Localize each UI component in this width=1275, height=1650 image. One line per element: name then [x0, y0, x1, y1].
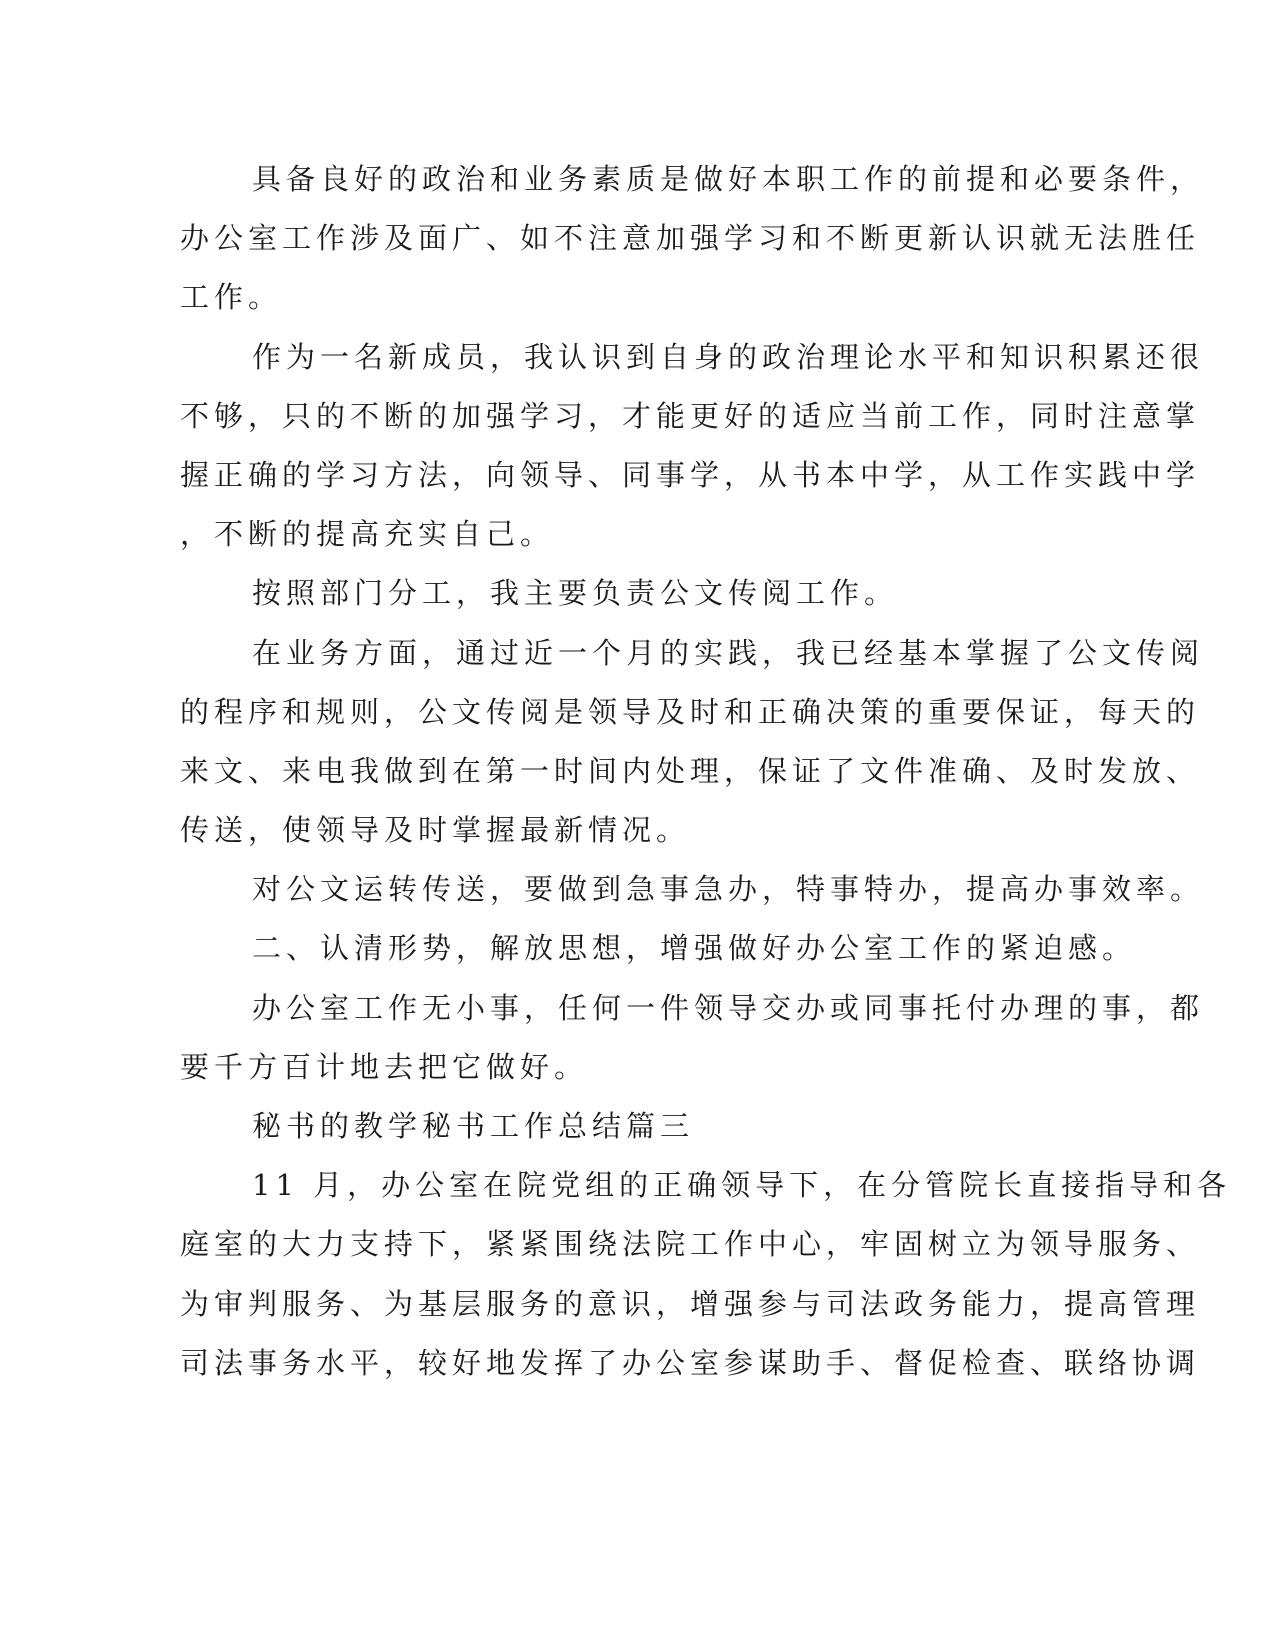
text-line: 11 月，办公室在院党组的正确领导下，在分管院长直接指导和各 [252, 1168, 1232, 1203]
text-line: 具备良好的政治和业务素质是做好本职工作的前提和必要条件， [252, 162, 1205, 196]
text-line: 二、认清形势，解放思想，增强做好办公室工作的紧迫感。 [252, 931, 1137, 966]
text-line: 办公室工作无小事，任何一件领导交办或同事托付办理的事，都 [252, 990, 1205, 1025]
text-line: 作为一名新成员，我认识到自身的政治理论水平和知识积累还很 [252, 339, 1205, 374]
text-line: 对公文运转传送，要做到急事急办，特事特办，提高办事效率。 [252, 872, 1205, 907]
text-line: 在业务方面，通过近一个月的实践，我已经基本掌握了公文传阅 [252, 635, 1205, 670]
text-line: 办公室工作涉及面广、如不注意加强学习和不断更新认识就无法胜任 [180, 221, 1201, 256]
text-line: 为审判服务、为基层服务的意识，增强参与司法政务能力，提高管理 [180, 1286, 1201, 1321]
text-line: 司法事务水平，较好地发挥了办公室参谋助手、督促检查、联络协调 [180, 1345, 1201, 1380]
text-line: 握正确的学习方法，向领导、同事学，从书本中学，从工作实践中学 [180, 457, 1201, 492]
document-body [180, 150, 1232, 1393]
text-line: 的程序和规则，公文传阅是领导及时和正确决策的重要保证，每天的 [180, 694, 1201, 729]
text-line: 按照部门分工，我主要负责公文传阅工作。 [252, 576, 899, 611]
text-line: 秘书的教学秘书工作总结篇三 [252, 1109, 695, 1143]
text-line: 不够，只的不断的加强学习，才能更好的适应当前工作，同时注意掌 [180, 398, 1201, 433]
text-line: ，不断的提高充实自己。 [180, 517, 555, 552]
text-line: 庭室的大力支持下，紧紧围绕法院工作中心，牢固树立为领导服务、 [180, 1227, 1201, 1262]
text-line: 来文、来电我做到在第一时间内处理，保证了文件准确、及时发放、 [180, 753, 1201, 788]
text-line: 传送，使领导及时掌握最新情况。 [180, 813, 691, 848]
text-line: 要千方百计地去把它做好。 [180, 1049, 589, 1084]
text-line: 工作。 [180, 280, 283, 315]
